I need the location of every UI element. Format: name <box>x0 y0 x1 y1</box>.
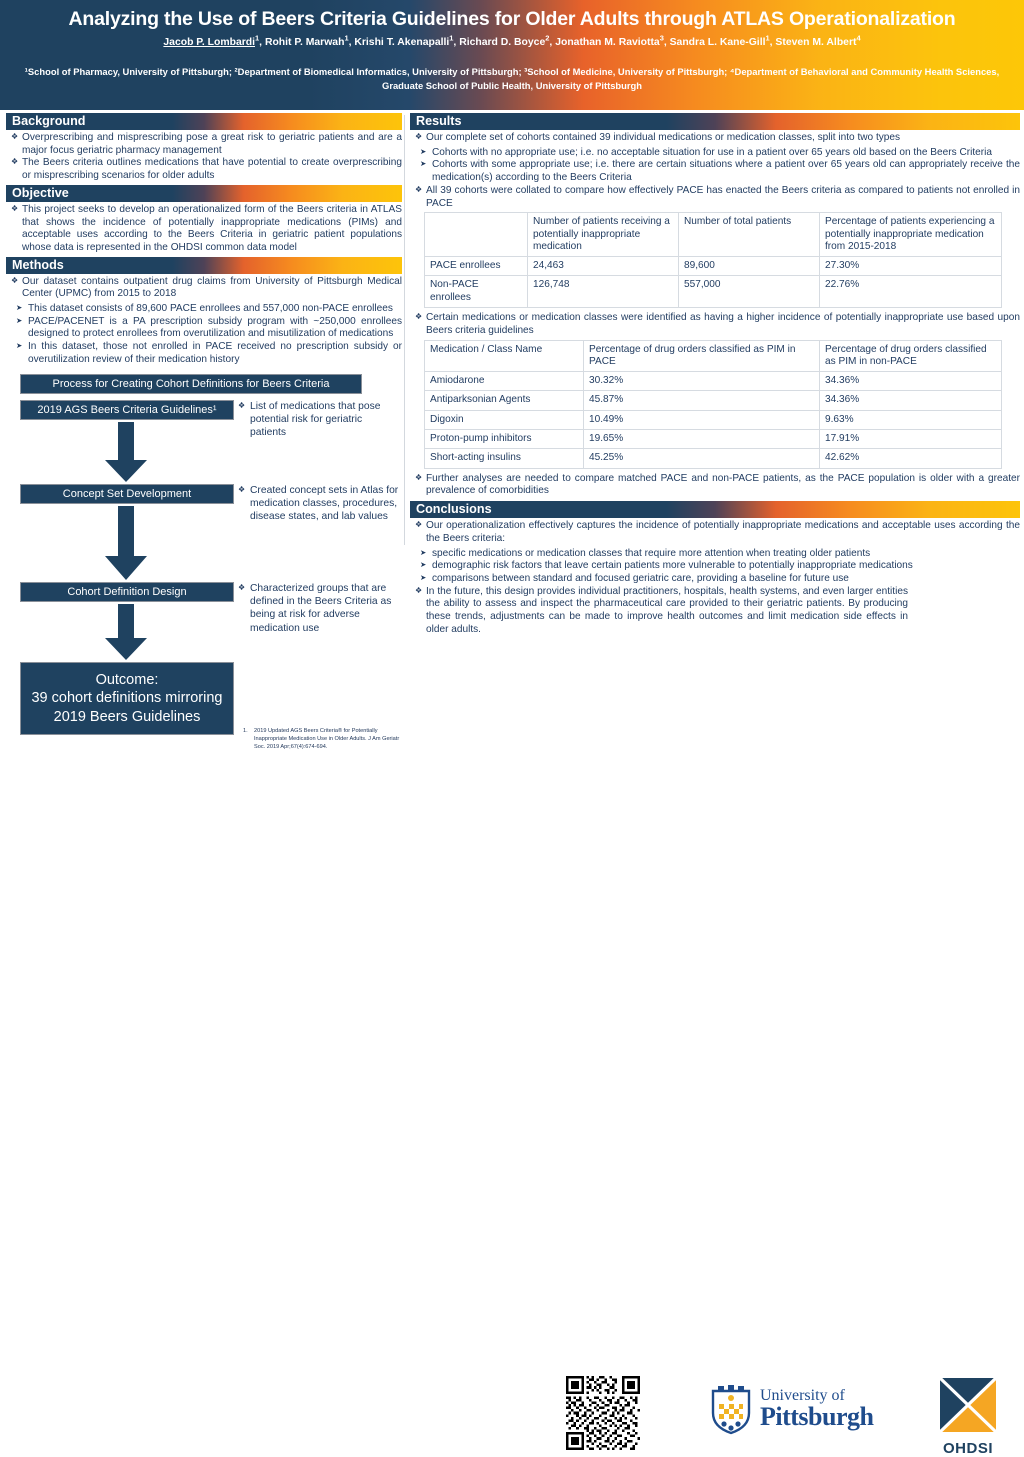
table-cell: 24,463 <box>528 257 679 276</box>
outcome-line-1: Outcome: <box>95 671 159 688</box>
reference-text: 2019 Updated AGS Beers Criteria® for Potentially Inappropriate Medication Use in Older Adults. J Am Geriatr Soc. 2019 Apr;67(4):674-694. <box>254 728 400 751</box>
ohdsi-logo <box>938 1376 998 1457</box>
flow-step-1 <box>6 400 402 484</box>
author-name: Steven M. Albert <box>775 37 857 48</box>
table-row <box>425 391 1002 410</box>
table-cell: 17.91% <box>820 430 1002 449</box>
university-of-pittsburgh-logo <box>710 1383 873 1435</box>
flowchart <box>6 400 402 736</box>
table-col-header <box>425 213 528 257</box>
table-cell: 45.25% <box>584 449 820 468</box>
table-col-header: Percentage of patients experiencing a potentially inappropriate medication from 2015-2018 <box>820 213 1002 257</box>
pitt-wordmark <box>760 1388 873 1430</box>
author-affil-marker: 1 <box>449 33 454 43</box>
author-name: Rohit P. Marwah <box>264 37 345 48</box>
sub-bullet-item: ➤ Cohorts with some appropriate use; i.e. there are certain situations where a patient over 65 years old can appropriately receive the medication(s) according to the Beers Criteria <box>420 159 1020 184</box>
logo-row <box>0 686 1024 1457</box>
background-bullets <box>6 132 402 183</box>
table-cell: 42.62% <box>820 449 1002 468</box>
results-subbullets-1 <box>410 147 1020 185</box>
results-bullets-2 <box>410 185 1020 210</box>
author-name: Jonathan M. Raviotta <box>555 37 660 48</box>
pitt-line-1: University of <box>760 1387 845 1404</box>
sub-bullet-item: ➤ demographic risk factors that leave certain patients more vulnerable to potentially inappropriate medications <box>420 560 1020 573</box>
table-cell: Proton-pump inhibitors <box>425 430 584 449</box>
results-bullets-3 <box>410 312 1020 337</box>
qr-code-icon <box>566 1376 640 1455</box>
table-cell: 34.36% <box>820 372 1002 391</box>
table-col-header: Percentage of drug orders classified as PIM in non-PACE <box>820 340 1002 372</box>
table-row <box>425 430 1002 449</box>
right-column <box>410 113 1020 638</box>
table-cell: Antiparksonian Agents <box>425 391 584 410</box>
table-row <box>425 410 1002 429</box>
results-bullets-1 <box>410 132 1020 145</box>
table-cell: 45.87% <box>584 391 820 410</box>
table-cell: 9.63% <box>820 410 1002 429</box>
table-row <box>425 372 1002 391</box>
section-header-results: Results <box>410 113 1020 130</box>
flow-note-1: ❖ List of medications that pose potential risk for geriatric patients <box>238 400 400 484</box>
table-cell: 34.36% <box>820 391 1002 410</box>
table-cell: 126,748 <box>528 276 679 308</box>
section-header-conclusions: Conclusions <box>410 501 1020 518</box>
qr-code-svg <box>566 1376 640 1450</box>
table-cell: 27.30% <box>820 257 1002 276</box>
ohdsi-wordmark: OHDSI <box>942 1440 993 1457</box>
flowchart-title: Process for Creating Cohort Definitions for Beers Criteria <box>20 374 362 394</box>
flow-arrow-1 <box>20 420 232 484</box>
ohdsi-mark-icon <box>938 1376 998 1434</box>
objective-bullets <box>6 204 402 255</box>
table-row <box>425 257 1002 276</box>
table-cell: 22.76% <box>820 276 1002 308</box>
author-affil-marker: 1 <box>765 33 770 43</box>
sub-bullet-item: ➤ This dataset consists of 89,600 PACE enrollees and 557,000 non-PACE enrollees <box>16 303 402 316</box>
table-header-row <box>425 213 1002 257</box>
sub-bullet-item: ➤ Cohorts with no appropriate use; i.e. no acceptable situation for use in a patient over 65 years old based on the Beers Criteria <box>420 147 1020 160</box>
conclusions-subbullets <box>410 548 1020 586</box>
sub-bullet-item: ➤ comparisons between standard and focused geriatric care, providing a baseline for future use <box>420 573 1020 586</box>
poster-title: Analyzing the Use of Beers Criteria Guidelines for Older Adults through ATLAS Operationalization <box>68 8 956 30</box>
sub-bullet-item: ➤ In this dataset, those not enrolled in PACE received no prescription subsidy or overutilization review of their medication history <box>16 341 402 366</box>
results-bullets-4 <box>410 473 1020 498</box>
table-cell: 89,600 <box>679 257 820 276</box>
author-affil-marker: 4 <box>856 33 861 43</box>
sub-bullet-item: ➤ specific medications or medication classes that require more attention when treating older patients <box>420 548 1020 561</box>
table-header-row <box>425 340 1002 372</box>
bullet-item: ❖ Certain medications or medication classes were identified as having a higher incidence of potentially inappropriate use based upon Beers criteria guidelines <box>414 312 1020 337</box>
conclusions-bullets-2 <box>410 586 1020 637</box>
down-arrow-icon <box>103 602 149 662</box>
bullet-item: ❖ Our dataset contains outpatient drug claims from University of Pittsburgh Medical Center (UPMC) from 2015 to 2018 <box>10 276 402 301</box>
author-affil-marker: 2 <box>545 33 550 43</box>
author-name: Richard D. Boyce <box>459 37 546 48</box>
methods-subbullets <box>6 303 402 367</box>
bullet-item: ❖ In the future, this design provides individual practitioners, hospitals, health systems, and even larger entities the ability to assess and inspect the pharmaceutical care provided to their geriatric patients. By producing these trends, adjustments can be made to improve health outcomes and limit medication side effects in older adults. <box>414 586 908 637</box>
section-header-objective: Objective <box>6 185 402 202</box>
column-divider <box>404 115 405 545</box>
table-cell: Digoxin <box>425 410 584 429</box>
sub-bullet-item: ➤ PACE/PACENET is a PA prescription subsidy program with ~250,000 enrollees designed to protect enrollees from overutilization and misutilization of medications <box>16 316 402 341</box>
outcome-line-2: 39 cohort definitions mirroring <box>31 690 223 707</box>
outcome-line-3: 2019 Beers Guidelines <box>53 708 201 725</box>
pitt-shield-icon <box>710 1383 752 1435</box>
methods-bullets <box>6 276 402 301</box>
flow-box-cohort-design: Cohort Definition Design <box>20 582 234 602</box>
table-row <box>425 276 1002 308</box>
table-cell: 19.65% <box>584 430 820 449</box>
author-name: Jacob P. Lombardi <box>163 37 256 48</box>
table-row <box>425 449 1002 468</box>
flow-note-2: ❖ Created concept sets in Atlas for medication classes, procedures, disease states, and lab values <box>238 484 400 582</box>
flow-arrow-3 <box>20 602 232 662</box>
section-header-methods: Methods <box>6 257 402 274</box>
left-column <box>6 113 402 735</box>
author-affil-marker: 1 <box>344 33 349 43</box>
author-affil-marker: 1 <box>255 33 260 43</box>
table-cell: Amiodarone <box>425 372 584 391</box>
table-cell: PACE enrollees <box>425 257 528 276</box>
conclusions-bullets-1 <box>410 520 1020 545</box>
table-cell: Non-PACE enrollees <box>425 276 528 308</box>
down-arrow-icon <box>103 420 149 484</box>
bullet-item: ❖ This project seeks to develop an operationalized form of the Beers criteria in ATLAS that shows the incidence of potentially inappropriate medications (PIMs) and acceptable uses according to the Beers Criteria in geriatric patient populations whose data is represented in the OHDSI common data model <box>10 204 402 255</box>
pitt-line-2: Pittsburgh <box>760 1402 874 1431</box>
author-name: Krishi T. Akenapalli <box>354 37 450 48</box>
reference-number: 1. <box>243 728 248 734</box>
table-cell: 557,000 <box>679 276 820 308</box>
table-col-header: Number of total patients <box>679 213 820 257</box>
table-cell: Short-acting insulins <box>425 449 584 468</box>
flow-step-2 <box>6 484 402 582</box>
table-col-header: Number of patients receiving a potentially inappropriate medication <box>528 213 679 257</box>
table-cell: 10.49% <box>584 410 820 429</box>
bullet-item: ❖ The Beers criteria outlines medications that have potential to create overprescribing or misprescribing scenarios for older adults <box>10 157 402 182</box>
author-list: Jacob P. Lombardi$^1$, Rohit P. Marwah$^1$, Krishi T. Akenapalli$^1$, Richard D. Boyce$^2$, Jonathan M. Raviotta$^3$, Sandra L. Kane-Gill$^1$, Steven M. Albert$^4$ <box>163 33 861 48</box>
poster-banner <box>0 0 1024 110</box>
section-header-background: Background <box>6 113 402 130</box>
bullet-item: ❖ All 39 cohorts were collated to compare how effectively PACE has enacted the Beers criteria as compared to patients not enrolled in PACE <box>414 185 1020 210</box>
results-table-patients <box>424 212 1002 308</box>
bullet-item: ❖ Further analyses are needed to compare matched PACE and non-PACE patients, as the PACE population is older with a greater prevalence of comorbidities <box>414 473 1020 498</box>
affiliations: ¹School of Pharmacy, University of Pittsburgh; ²Department of Biomedical Informatics, University of Pittsburgh; ³School of Medicine, University of Pittsburgh; ⁴Department of Behavioral and Community Health Sciences, Graduate School of Public Health, University of Pittsburgh <box>24 66 1000 92</box>
bullet-item: ❖ Our operationalization effectively captures the incidence of potentially inappropriate medications and acceptable uses according the the Beers criteria: <box>414 520 1020 545</box>
author-name: Sandra L. Kane-Gill <box>669 37 766 48</box>
flow-box-guidelines: 2019 AGS Beers Criteria Guidelines¹ <box>20 400 234 420</box>
flow-note-3: ❖ Characterized groups that are defined in the Beers Criteria as being at risk for adverse medication use <box>238 582 400 736</box>
bullet-item: ❖ Our complete set of cohorts contained 39 individual medications or medication classes, split into two types <box>414 132 1020 145</box>
down-arrow-icon <box>103 504 149 582</box>
author-affil-marker: 3 <box>659 33 664 43</box>
table-cell: 30.32% <box>584 372 820 391</box>
flow-box-concept-set: Concept Set Development <box>20 484 234 504</box>
flow-arrow-2 <box>20 504 232 582</box>
results-table-pim-classes <box>424 340 1002 469</box>
table-col-header: Percentage of drug orders classified as PIM in PACE <box>584 340 820 372</box>
bullet-item: ❖ Overprescribing and misprescribing pose a great risk to geriatric patients and are a major focus geriatric pharmacy management <box>10 132 402 157</box>
table-col-header: Medication / Class Name <box>425 340 584 372</box>
